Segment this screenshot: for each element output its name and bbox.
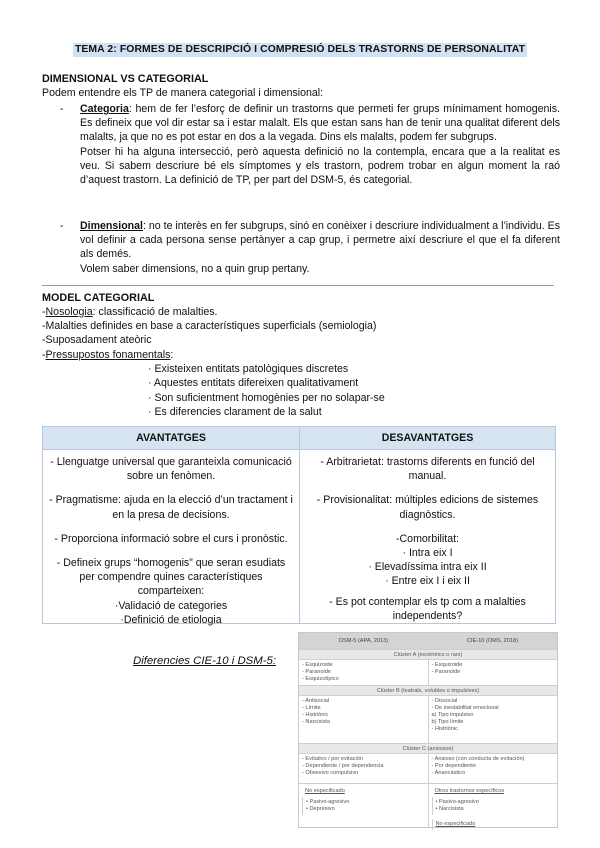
table-cell: - Arbitrarietat: trastorns diferents en funció del manual. bbox=[320, 456, 535, 483]
pros-cons-table bbox=[42, 426, 556, 624]
assumptions-list bbox=[148, 362, 385, 420]
bullet-dash: - bbox=[60, 103, 64, 115]
categoria-term: Categoria bbox=[80, 103, 129, 115]
table-cell: - Dissocial - De inestabilitat emocional a) Tipo impulsivo b) Tipo límite - Histriònic bbox=[428, 696, 558, 743]
disadvantages-header: DESAVANTATGES bbox=[300, 427, 555, 449]
title-wrap bbox=[0, 42, 600, 57]
intro-text: Podem entendre els TP de manera categorial i dimensional: bbox=[42, 87, 324, 99]
list-item: -Pressupostos fonamentals: bbox=[42, 348, 174, 361]
table-cell: - Ansioso (con conducta de evitación) - Por dependiente - Anancástico bbox=[428, 754, 558, 783]
model-list bbox=[42, 305, 376, 362]
cluster-a-band: Clúster A (excèntrics o rars) bbox=[299, 649, 557, 659]
list-item: -Nosologia: classificació de malalties. bbox=[42, 306, 218, 318]
categoria-text-2: Potser hi ha alguna intersecció, però aquesta definició no la contempla, encara que a la realitat es veu. Si sabem descriure bé els símptomes y els trastorn, podrem trobar en algun moment la raó d’aquest trastorn. La definició de TP, per part del DSM-5, és categorial. bbox=[80, 145, 560, 187]
table-cell: -Comorbilitat: · Intra eix I · Elevadíssima intra eix II · Entre eix I i eix II bbox=[368, 532, 487, 588]
document-title: TEMA 2: FORMES DE DESCRIPCIÓ I COMPRESIÓ DELS TRASTORNS DE PERSONALITAT bbox=[73, 43, 527, 57]
list-item: -Suposadament ateòric bbox=[42, 334, 152, 347]
dimensional-text-2: Volem saber dimensions, no a quin grup pertany. bbox=[80, 262, 310, 275]
section-heading-dimensional: DIMENSIONAL VS CATEGORIAL bbox=[42, 73, 209, 85]
table-cell: - Es pot contemplar els tp com a malalties independents? bbox=[329, 595, 526, 622]
differences-label: Diferencies CIE-10 i DSM-5: bbox=[133, 655, 277, 667]
table-header: DSM-5 (APA, 2013) bbox=[338, 638, 388, 644]
table-cell: - Antisocial - Límite - Histriònic - Narcisista bbox=[302, 698, 330, 725]
section-heading-model: MODEL CATEGORIAL bbox=[42, 292, 155, 304]
table-cell: - Defineix grups “homogenis” que seran esudiats per compendre quines característiques comparteixen: ·Validació de categories ·Definició de etiologia bbox=[56, 557, 286, 626]
dimensional-bullet bbox=[60, 219, 560, 276]
table-cell: • Pasivo-agresivo • Narcisista bbox=[432, 797, 555, 815]
disadvantages-column bbox=[300, 449, 555, 623]
table-cell: - Provisionalitat: múltiples edicions de sistemes diagnòstics. bbox=[316, 494, 539, 521]
list-item: · Existeixen entitats patològiques discretes bbox=[148, 363, 349, 375]
categoria-bullet bbox=[60, 102, 560, 187]
table-cell: - Evitativo / por evitación - Dependiente / por dependencia - Obsesivo compulsivo bbox=[302, 756, 384, 776]
table-cell: - Proporciona informació sobre el curs i pronòstic. bbox=[54, 532, 288, 545]
list-item: · Es diferencies clarament de la salut bbox=[148, 406, 322, 419]
list-item: · Son suficientment homogènies per no solapar-se bbox=[148, 391, 385, 404]
table-cell: Otros trastornos específicos bbox=[434, 788, 505, 794]
list-item: -Malalties definides en base a característiques superficials (semiologia) bbox=[42, 320, 377, 333]
cluster-c-band: Clúster C (ansiosos) bbox=[299, 743, 557, 753]
cluster-b-band: Clúster B (teatrals, volubles o impulsives) bbox=[299, 685, 557, 695]
table-cell: • Pasivo-agresivo • Depresivo bbox=[302, 797, 425, 815]
table-cell: No especificado bbox=[305, 788, 345, 794]
table-cell: - Esquizoide - Paranoide bbox=[428, 660, 558, 685]
table-cell: - Pragmatisme: ajuda en la elecció d’un tractament i en la presa de decisions. bbox=[49, 494, 293, 521]
dimensional-text-1: : no te interès en fer subgrups, sinó en conèixer i descriure individualment a l’individu. Es vol definir a cada persona sense pertànyer a cap grup, i permetre així descriure el que el fa diferent als demés. bbox=[80, 220, 560, 261]
bullet-dash: - bbox=[60, 220, 64, 232]
categoria-text-1: : hem de fer l’esforç de definir un trastorns que permeti fer grups mínimament homogenis. Es defineix que vol dir estar sa i estar malalt. Els que estan sans han de tenir una qualitat diferent dels malalts, ja que no es pot estar en dos a la vegada. Dins els malalts, podem fer subgrups. bbox=[80, 103, 560, 144]
divider bbox=[42, 285, 554, 286]
list-item: · Aquestes entitats difereixen qualitativament bbox=[148, 377, 359, 390]
table-cell: - Esquizoide - Paranoide - Esquizotípico bbox=[302, 662, 339, 682]
table-cell: - Llenguatge universal que garanteixla comunicació sobre un fenòmen. bbox=[50, 456, 292, 483]
advantages-header: AVANTATGES bbox=[43, 427, 299, 449]
table-header: CIE-10 (OMS, 2018) bbox=[467, 638, 518, 644]
dsm-cie-comparison-image bbox=[298, 632, 558, 828]
table-cell: No especificado bbox=[432, 819, 555, 830]
dimensional-term: Dimensional bbox=[80, 220, 143, 232]
advantages-column bbox=[43, 449, 299, 626]
